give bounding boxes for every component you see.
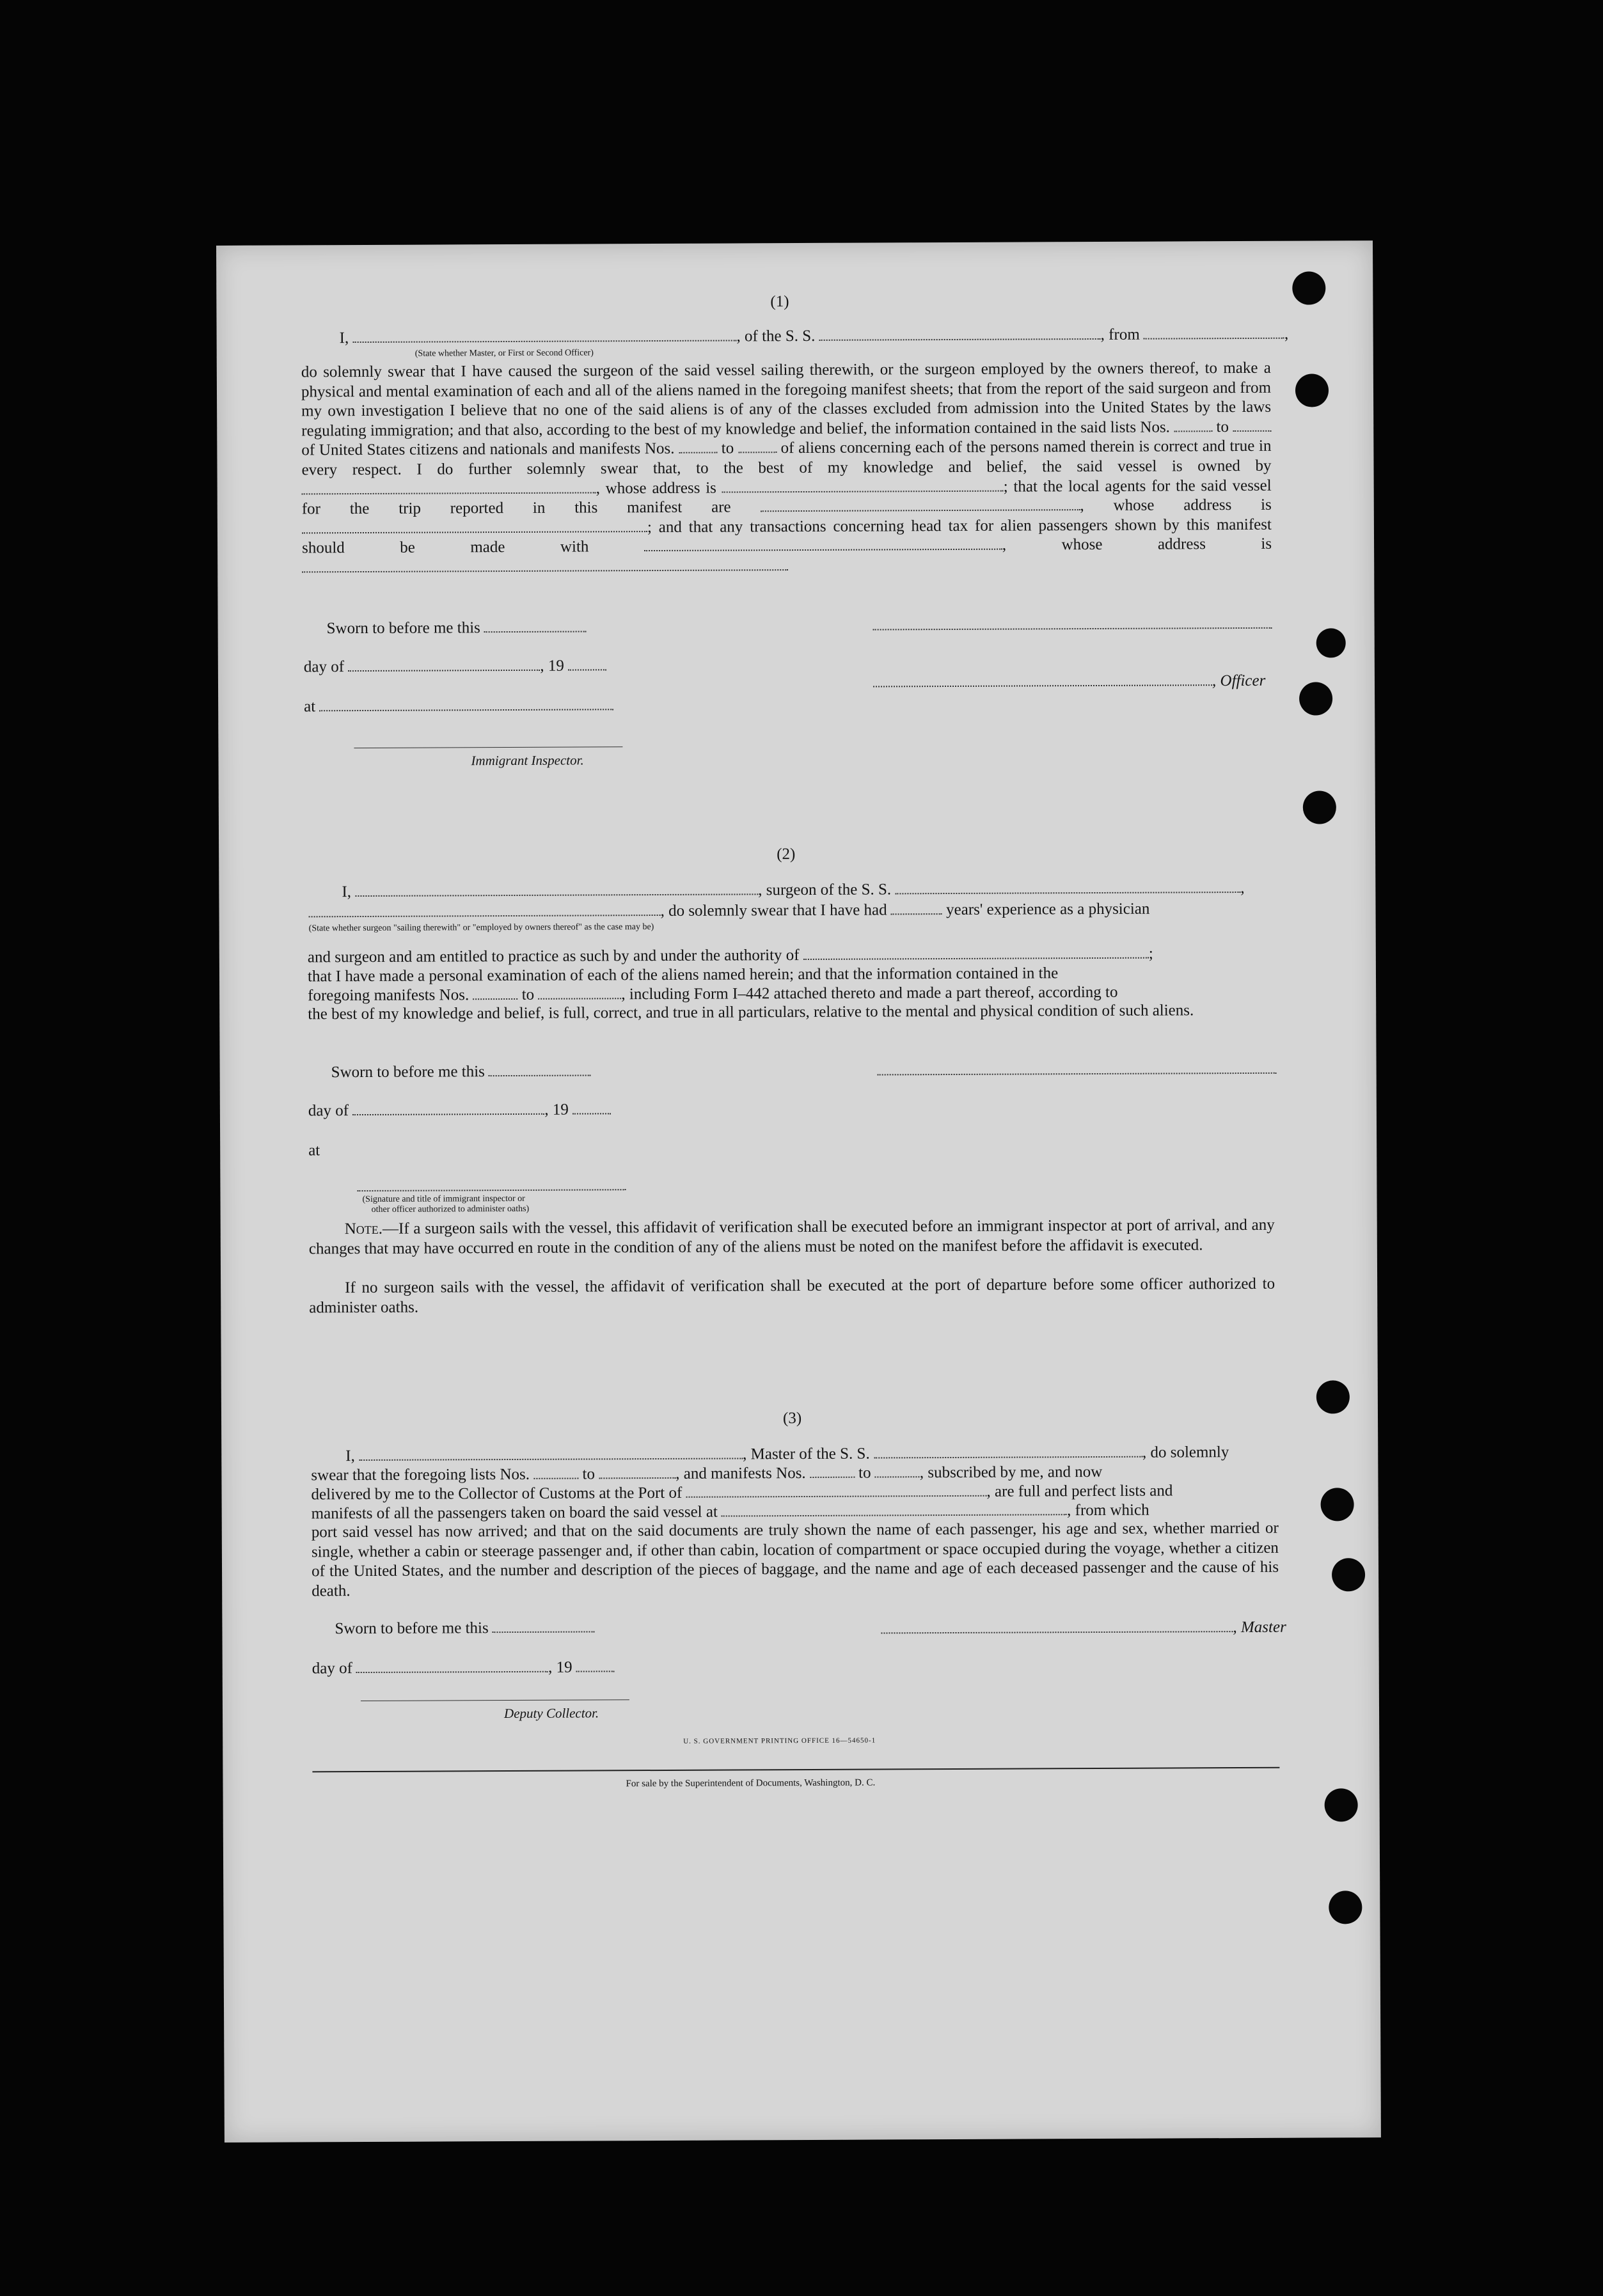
punch-hole [1299,682,1332,715]
punch-hole [1292,271,1325,304]
section-1-inspector-label: Immigrant Inspector. [471,752,584,769]
section-2-at: at [308,1142,320,1160]
punch-hole [1316,1380,1350,1413]
section-2-authority-line: and surgeon and am entitled to practice as such by and under the authority of ; [307,945,1153,966]
section-1-officer-note: (State whether Master, or First or Second Officer) [415,348,594,359]
section-2-experience-line: , do solemnly swear that I have had years' experience as a physician [308,899,1149,923]
section-2-manifests-line: foregoing manifests Nos. to , including Form I–442 attached thereto and made a part thereof, according to [308,983,1118,1005]
section-3-number: (3) [782,1410,802,1427]
section-1-day: day of , 19 [304,656,606,677]
section-2-knowledge-text: the best of my knowledge and belief, is full, correct, and true in all particulars, relative to the mental and physical condition of such aliens. [308,1002,1194,1023]
punch-hole [1329,1891,1362,1924]
section-1-sworn: Sworn to before me this [327,617,587,638]
punch-hole [1332,1558,1365,1591]
punch-hole [1320,1488,1354,1521]
section-3-oath-line: I, , Master of the S. S. , do solemnly [345,1443,1229,1465]
printing-office-imprint: U. S. GOVERNMENT PRINTING OFFICE 16—54650-1 [683,1736,876,1745]
section-2-note: Note.—If a surgeon sails with the vessel, this affidavit of verification shall be executed before an immigrant inspector at port of arrival, and any changes that may have occurred en route in the condition of any of the aliens must be noted on the manifest before the affidavit is executed. [308,1216,1275,1257]
footer-text: For sale by the Superintendent of Documents, Washington, D. C. [626,1777,876,1789]
section-1-at: at [304,695,613,716]
section-2-examination-line: that I have made a personal examination of each of the aliens named herein; and that the information contained in the [307,964,1059,986]
section-3-manifests-line: manifests of all the passengers taken on board the said vessel at , from which [311,1501,1149,1523]
section-3-master: , Master [881,1617,1286,1639]
section-1-body: do solemnly swear that I have caused the surgeon of the said vessel sailing therewith, or the surgeon employed by the owners thereof, to make a physical and mental examination of each and all of the aliens named in the foregoing manifest sheets; that from the report of the said surgeon and from my own investigation I believe that no one of the said aliens is of any of the classes excluded from admission into the United States by the laws regulating immigration; and that also, according to the best of my knowledge and belief, the information contained in the said lists Nos. to of United States citizens and nationals and manifests Nos. to of aliens concerning each of the persons named therein is correct and true in every respect. I do further solemnly swear that, to the best of my knowledge and belief, the said vessel is owned by , whose address is ; that the local agents for the said vessel for the trip reported in this manifest are , whose address is ; and that any transactions concerning head tax for alien passengers shown by this manifest should be made with , whose address is [301,359,1272,578]
punch-hole [1316,628,1346,657]
section-2-signature-line [878,1073,1277,1076]
section-3-body: port said vessel has now arrived; and that on the said documents are truly shown the name of each passenger, his age and sex, whether married or single, whether a cabin or steerage passenger and, if other than cabin, location of compartment or space occupied during the voyage, whether a citizen of the United States, and the number and description of the pieces of baggage, and the name and age of each deceased passenger and the cause of his death. [311,1519,1279,1600]
punch-hole [1303,790,1336,824]
section-2-oath-line: I, , surgeon of the S. S. , [342,879,1245,901]
section-3-day: day of , 19 [312,1657,615,1678]
section-1-officer: , Officer [873,671,1265,693]
section-2-signature-note-2: other officer authorized to administer oaths) [371,1204,530,1215]
section-2-note-departure: If no surgeon sails with the vessel, the affidavit of verification shall be executed at the port of departure before some officer authorized to administer oaths. [309,1275,1275,1316]
section-2-inspector-line [357,1189,626,1191]
section-1-number: (1) [770,293,789,311]
section-2-day: day of , 19 [308,1099,611,1120]
punch-hole [1325,1788,1358,1821]
section-1-signature-line [873,627,1272,631]
section-2-signature-note-1: (Signature and title of immigrant inspector or [362,1193,525,1205]
footer-rule [312,1767,1279,1773]
section-3-sworn: Sworn to before me this [335,1617,595,1639]
section-3-lists-line: swear that the foregoing lists Nos. to , and manifests Nos. to , subscribed by me, and now [311,1463,1103,1484]
section-1-inspector-line [354,746,622,748]
punch-hole [1295,373,1329,407]
section-2-surgeon-note: (State whether surgeon "sailing therewith" or "employed by owners thereof" as the case may be) [308,922,654,934]
section-2-sworn: Sworn to before me this [331,1061,592,1082]
section-2-number: (2) [777,845,796,863]
section-3-collector-line [361,1699,629,1701]
form-page [216,240,1381,2143]
section-3-collector-label: Deputy Collector. [503,1705,599,1722]
section-1-oath-line: I, , of the S. S. , from , [339,325,1289,347]
section-3-customs-line: delivered by me to the Collector of Customs at the Port of , are full and perfect lists and [311,1482,1173,1504]
